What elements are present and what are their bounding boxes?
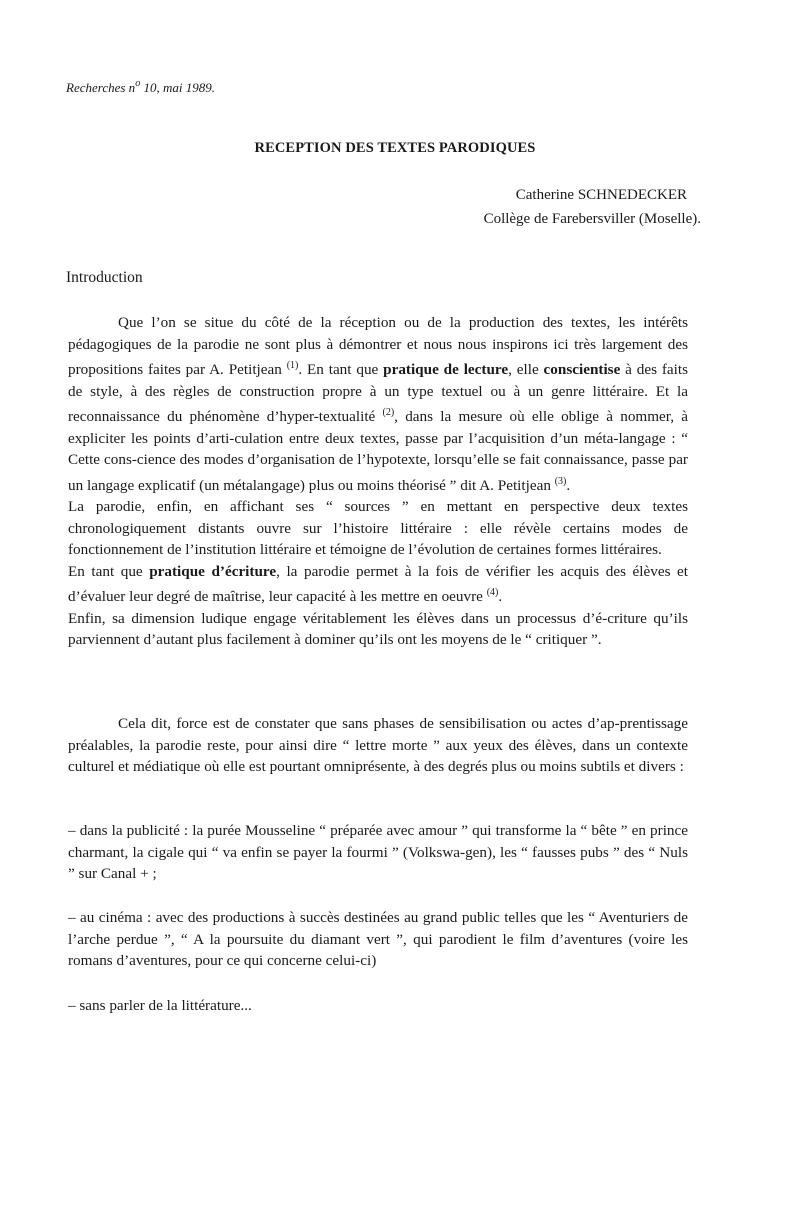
- paragraph-reading: [68, 312, 688, 496]
- bold-term: pratique de lecture: [383, 361, 509, 378]
- paragraph-writing: [68, 561, 688, 608]
- journal-issue: 10, mai 1989.: [140, 80, 215, 95]
- journal-superscript: o: [135, 78, 141, 89]
- bold-term: conscientise: [543, 361, 621, 378]
- text-run: , dans la mesure où elle oblige à nommer, à expliciter les points d’arti-culation entre deux textes, passe par l’acquisition d’un méta-langage : “ Cette cons-cience des modes d’organisation de l’hypotexte, lorsqu’elle se fait connaissance, passe par un langage explicatif (un métalangage) plus ou moins théorisé ” dit A. Petitjean: [68, 408, 688, 494]
- text-run: Que l’on se situe du côté de la réception ou de la production des textes, les intérêts pédagogiques de la parodie ne sont plus à démontrer et nous nous inspirons ici très largement des propositions faites par A. Petitjean: [68, 314, 688, 378]
- paragraph-ludic: Enfin, sa dimension ludique engage véritablement les élèves dans un processus d’é-criture qu’ils parviennent d’autant plus facilement à dominer qu’ils ont les moyens de le “ critiquer ”.: [68, 609, 688, 648]
- list-literature: [68, 995, 688, 1017]
- list-item: – dans la publicité : la purée Mousseline “ préparée avec amour ” qui transforme la “ bête ” en prince charmant, la cigale qui “ va enfin se payer la fourmi ” (Volkswa-gen), les “ fausses pubs ” des “ Nuls ” sur Canal + ;: [68, 822, 688, 882]
- footnote-ref[interactable]: (4): [486, 587, 499, 598]
- author-block: [483, 183, 701, 231]
- intro-paragraph: [68, 312, 688, 651]
- text-run: En tant que: [68, 562, 150, 580]
- text-run: .: [566, 476, 571, 494]
- author-name: Catherine SCHNEDECKER: [515, 187, 687, 203]
- paragraph-context: Cela dit, force est de constater que sans phases de sensibilisation ou actes d’ap-prentissage préalables, la parodie reste, pour ainsi dire “ lettre morte ” aux yeux des élèves, dans un contexte culturel et médiatique où elle est pourtant omniprésente, à des degrés plus ou moins subtils et divers :: [68, 715, 688, 775]
- footnote-ref[interactable]: (1): [286, 360, 299, 371]
- context-paragraph: [68, 713, 688, 778]
- list-item: – au cinéma : avec des productions à succès destinées au grand public telles que les “ Aventuriers de l’arche perdue ”, “ A la poursuite du diamant vert ”, qui parodient le film d’aventures (voire les romans d’aventures, pour ce qui concerne celui-ci): [68, 909, 688, 969]
- section-heading: Introduction: [66, 269, 143, 286]
- bold-term: pratique d’écriture: [149, 562, 277, 580]
- text-run: à des faits de style, à des règles de construction propre à un type textuel ou à un genre littéraire. Et la reconnaissance du phénomène d’hyper-textualité: [68, 361, 689, 425]
- list-item: – sans parler de la littérature...: [68, 997, 252, 1014]
- text-run: . En tant que: [298, 361, 384, 378]
- article-title: RECEPTION DES TEXTES PARODIQUES: [254, 140, 536, 156]
- list-cinema: [68, 907, 688, 972]
- text-run: , elle: [508, 361, 544, 378]
- footnote-ref[interactable]: (2): [382, 407, 395, 418]
- list-advertising: [68, 820, 688, 885]
- text-run: , la parodie permet à la fois de vérifier les acquis des élèves et d’évaluer leur degré de maîtrise, leur capacité à les mettre en oeuvre: [68, 562, 689, 605]
- journal-header: [66, 78, 215, 96]
- journal-name: Recherches n: [66, 80, 136, 95]
- footnote-ref[interactable]: (3): [554, 475, 567, 487]
- author-institution: Collège de Farebersviller (Moselle).: [483, 211, 701, 227]
- paragraph-history: La parodie, enfin, en affichant ses “ sources ” en mettant en perspective deux textes chronologiquement distants ouvre sur l’histoire littéraire : elle révèle certains modes de fonctionnement de l’institution littéraire et témoigne de l’évolution de certaines formes littéraires.: [68, 498, 688, 558]
- text-run: .: [498, 588, 503, 605]
